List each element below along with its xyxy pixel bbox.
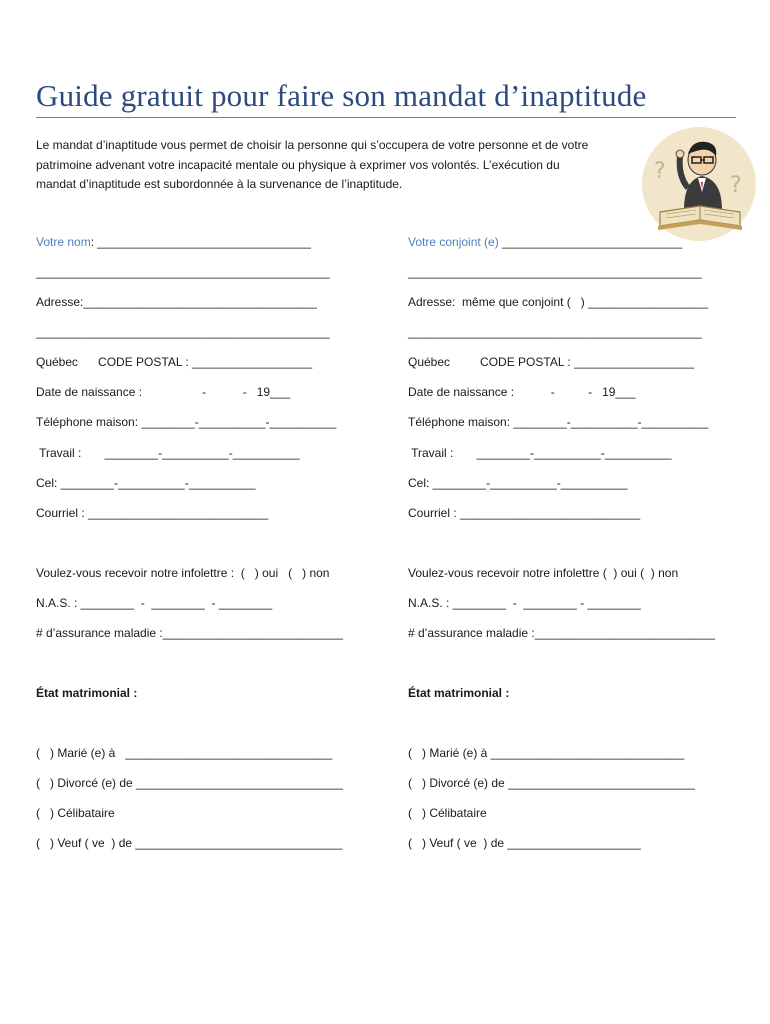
right-newsletter-choice[interactable]: Voulez-vous recevoir notre infolettre ( ) oui ( ) non: [408, 566, 679, 580]
left-name-blank[interactable]: : ________________________________: [90, 235, 311, 249]
left-name-field[interactable]: [36, 234, 311, 250]
left-home-phone-field[interactable]: Téléphone maison: ________-__________-__________: [36, 415, 337, 429]
left-cell-field[interactable]: Cel: ________-__________-__________: [36, 476, 256, 490]
left-marital-heading: État matrimonial :: [36, 686, 138, 700]
left-health-insurance-field[interactable]: # d’assurance maladie :___________________________: [36, 626, 343, 640]
left-name-line2[interactable]: ____________________________________________: [36, 265, 330, 279]
right-name-line2[interactable]: ____________________________________________: [408, 265, 702, 279]
right-work-phone-field[interactable]: Travail : ________-__________-__________: [408, 446, 672, 460]
left-married-option[interactable]: ( ) Marié (e) à _______________________________: [36, 746, 333, 760]
left-work-phone-field[interactable]: Travail : ________-__________-__________: [36, 446, 300, 460]
right-spouse-name-label: Votre conjoint (e): [408, 235, 499, 249]
intro-paragraph: Le mandat d’inaptitude vous permet de choisir la personne qui s’occupera de votre personne et de votre patrimoine advenant votre incapacité mentale ou physique à exprimer vos volontés. L’exécution du mandat d’inaptitude est subordonnée à la survenance de l’inaptitude.: [36, 138, 589, 191]
left-single-option[interactable]: ( ) Célibataire: [36, 806, 115, 820]
professor-reading-book-illustration: [640, 126, 758, 250]
right-married-option[interactable]: ( ) Marié (e) à _____________________________: [408, 746, 685, 760]
title-divider: [36, 117, 736, 118]
left-nas-field[interactable]: N.A.S. : ________ - ________ - ________: [36, 596, 273, 610]
right-marital-heading: État matrimonial :: [408, 686, 510, 700]
left-name-label: Votre nom: [36, 235, 91, 249]
right-divorced-option[interactable]: ( ) Divorcé (e) de ____________________________: [408, 776, 695, 790]
left-newsletter-choice[interactable]: Voulez-vous recevoir notre infolettre : ( ) oui ( ) non: [36, 566, 330, 580]
right-spouse-name-blank[interactable]: ___________________________: [498, 235, 683, 249]
right-cell-field[interactable]: Cel: ________-__________-__________: [408, 476, 628, 490]
left-address-line2[interactable]: ____________________________________________: [36, 325, 330, 339]
left-divorced-option[interactable]: ( ) Divorcé (e) de _______________________________: [36, 776, 343, 790]
right-single-option[interactable]: ( ) Célibataire: [408, 806, 487, 820]
left-birthdate-field[interactable]: Date de naissance : - - 19___: [36, 385, 291, 399]
right-health-insurance-field[interactable]: # d’assurance maladie :___________________________: [408, 626, 715, 640]
left-widowed-option[interactable]: ( ) Veuf ( ve ) de _______________________________: [36, 836, 343, 850]
svg-text:?: ?: [730, 173, 742, 198]
svg-text:?: ?: [654, 159, 666, 184]
right-birthdate-field[interactable]: Date de naissance : - - 19___: [408, 385, 636, 399]
right-address-field[interactable]: Adresse: même que conjoint ( ) __________________: [408, 295, 709, 309]
right-home-phone-field[interactable]: Téléphone maison: ________-__________-__________: [408, 415, 709, 429]
right-widowed-option[interactable]: ( ) Veuf ( ve ) de ____________________: [408, 836, 641, 850]
left-email-field[interactable]: Courriel : ___________________________: [36, 506, 269, 520]
page-title: Guide gratuit pour faire son mandat d’inaptitude: [36, 78, 647, 113]
right-address-line2[interactable]: ____________________________________________: [408, 325, 702, 339]
right-spouse-name-field[interactable]: [408, 234, 682, 250]
left-postal-code-field[interactable]: Québec CODE POSTAL : __________________: [36, 355, 313, 369]
left-address-field[interactable]: Adresse:___________________________________: [36, 295, 317, 309]
right-postal-code-field[interactable]: Québec CODE POSTAL : __________________: [408, 355, 695, 369]
right-nas-field[interactable]: N.A.S. : ________ - ________ - ________: [408, 596, 641, 610]
right-email-field[interactable]: Courriel : ___________________________: [408, 506, 641, 520]
